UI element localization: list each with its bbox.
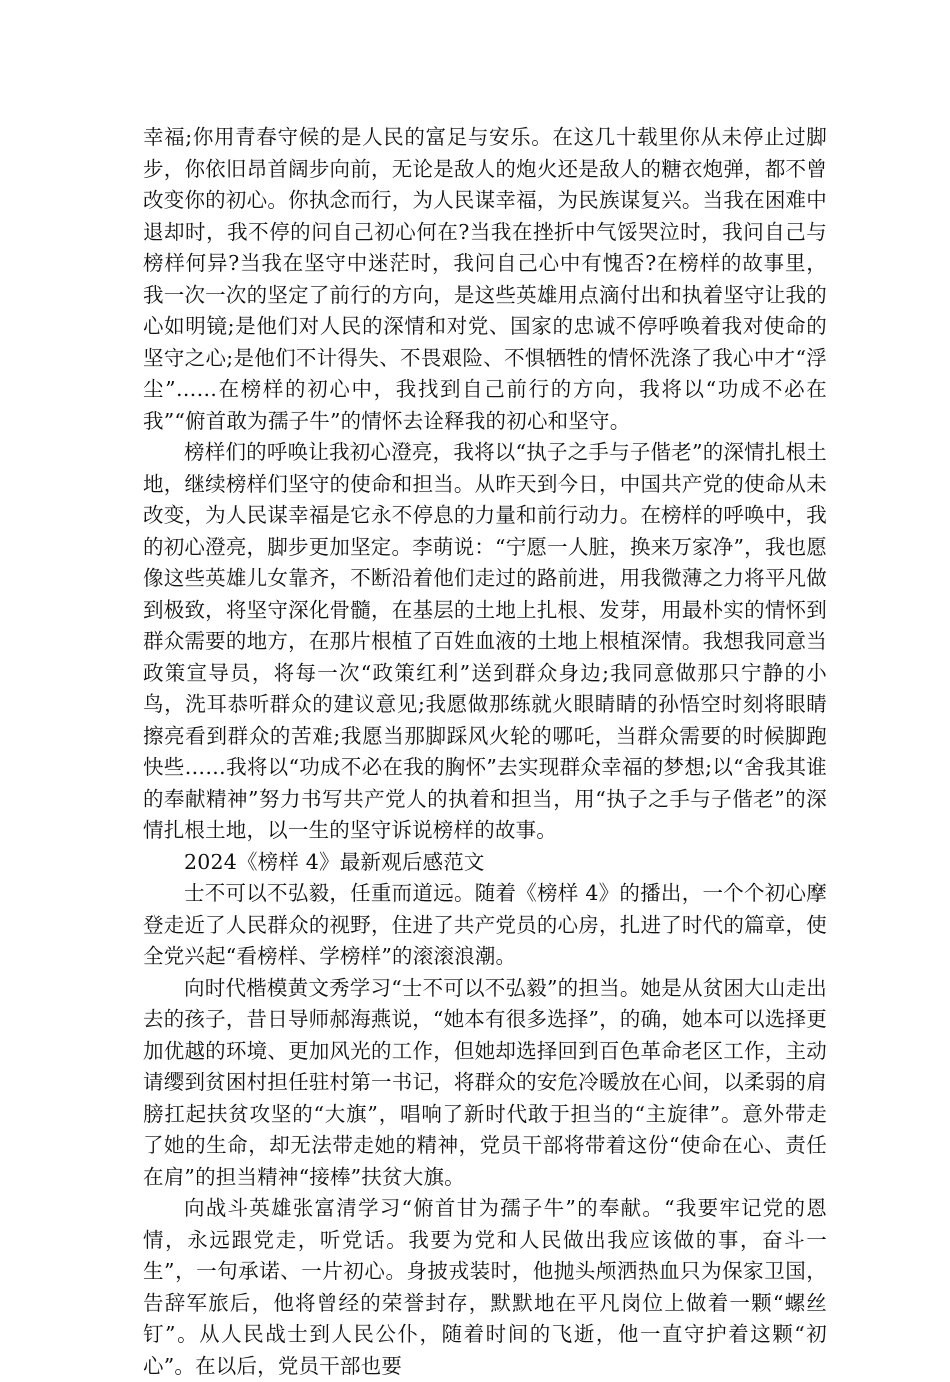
paragraph-continued: 幸福;你用青春守候的是人民的富足与安乐。在这几十载里你从未停止过脚步，你依旧昂首阔步向前，无论是敌人的炮火还是敌人的糖衣炮弹，都不曾改变你的初心。你执念而行，为人民谋幸福，为民族谋复兴。当我在困难中退却时，我不停的问自己初心何在?当我在挫折中气馁哭泣时，我问自己与榜样何异?当我在坚守中迷茫时，我问自己心中有愧否?在榜样的故事里，我一次一次的坚定了前行的方向，是这些英雄用点滴付出和执着坚守让我的心如明镜;是他们对人民的深情和对党、国家的忠诚不停呼唤着我对使命的坚守之心;是他们不计得失、不畏艰险、不惧牺牲的情怀洗涤了我心中才“浮尘”……在榜样的初心中，我找到自己前行的方向，我将以“功成不必在我”“俯首敢为孺子牛”的情怀去诠释我的初心和坚守。 <box>143 125 827 433</box>
document-body <box>143 122 827 1382</box>
paragraph: 向战斗英雄张富清学习“俯首甘为孺子牛”的奉献。“我要牢记党的恩情，永远跟党走，听党话。我要为党和人民做出我应该做的事，奋斗一生”，一句承诺、一片初心。身披戎装时，他抛头颅洒热血只为保家卫国，告辞军旅后，他将曾经的荣誉封存，默默地在平凡岗位上做着一颗“螺丝钉”。从人民战士到人民公仆，随着时间的飞逝，他一直守护着这颗“初心”。在以后，党员干部也要 <box>143 1196 827 1378</box>
section-title: 2024《榜样 4》最新观后感范文 <box>184 849 485 874</box>
paragraph: 向时代楷模黄文秀学习“士不可以不弘毅”的担当。她是从贫困大山走出去的孩子，昔日导师郝海燕说，“她本有很多选择”，的确，她本可以选择更加优越的环境、更加风光的工作，但她却选择回到百色革命老区工作，主动请缨到贫困村担任驻村第一书记，将群众的安危冷暖放在心间，以柔弱的肩膀扛起扶贫攻坚的“大旗”，唱响了新时代敢于担当的“主旋律”。意外带走了她的生命，却无法带走她的精神，党员干部将带着这份“使命在心、责任在肩”的担当精神“接棒”扶贫大旗。 <box>143 975 827 1189</box>
paragraph: 榜样们的呼唤让我初心澄亮，我将以“执子之手与子偕老”的深情扎根土地，继续榜样们坚守的使命和担当。从昨天到今日，中国共产党的使命从未改变，为人民谋幸福是它永不停息的力量和前行动力。在榜样的呼唤中，我的初心澄亮，脚步更加坚定。李萌说：“宁愿一人脏，换来万家净”，我也愿像这些英雄儿女靠齐，不断沿着他们走过的路前进，用我微薄之力将平凡做到极致，将坚守深化骨髓，在基层的土地上扎根、发芽，用最朴实的情怀到群众需要的地方，在那片根植了百姓血液的土地上根植深情。我想我同意当政策宣导员，将每一次“政策红利”送到群众身边;我同意做那只宁静的小鸟，洗耳恭听群众的建议意见;我愿做那练就火眼睛睛的孙悟空时刻将眼睛擦亮看到群众的苦难;我愿当那脚踩风火轮的哪吒，当群众需要的时候脚跑快些……我将以“功成不必在我的胸怀”去实现群众幸福的梦想;以“舍我其谁的奉献精神”努力书写共产党人的执着和担当，用“执子之手与子偕老”的深情扎根土地，以一生的坚守诉说榜样的故事。 <box>143 440 827 842</box>
paragraph: 士不可以不弘毅，任重而道远。随着《榜样 4》的播出，一个个初心摩登走近了人民群众的视野，住进了共产党员的心房，扎进了时代的篇章，使全党兴起“看榜样、学榜样”的滚滚浪潮。 <box>143 881 827 968</box>
